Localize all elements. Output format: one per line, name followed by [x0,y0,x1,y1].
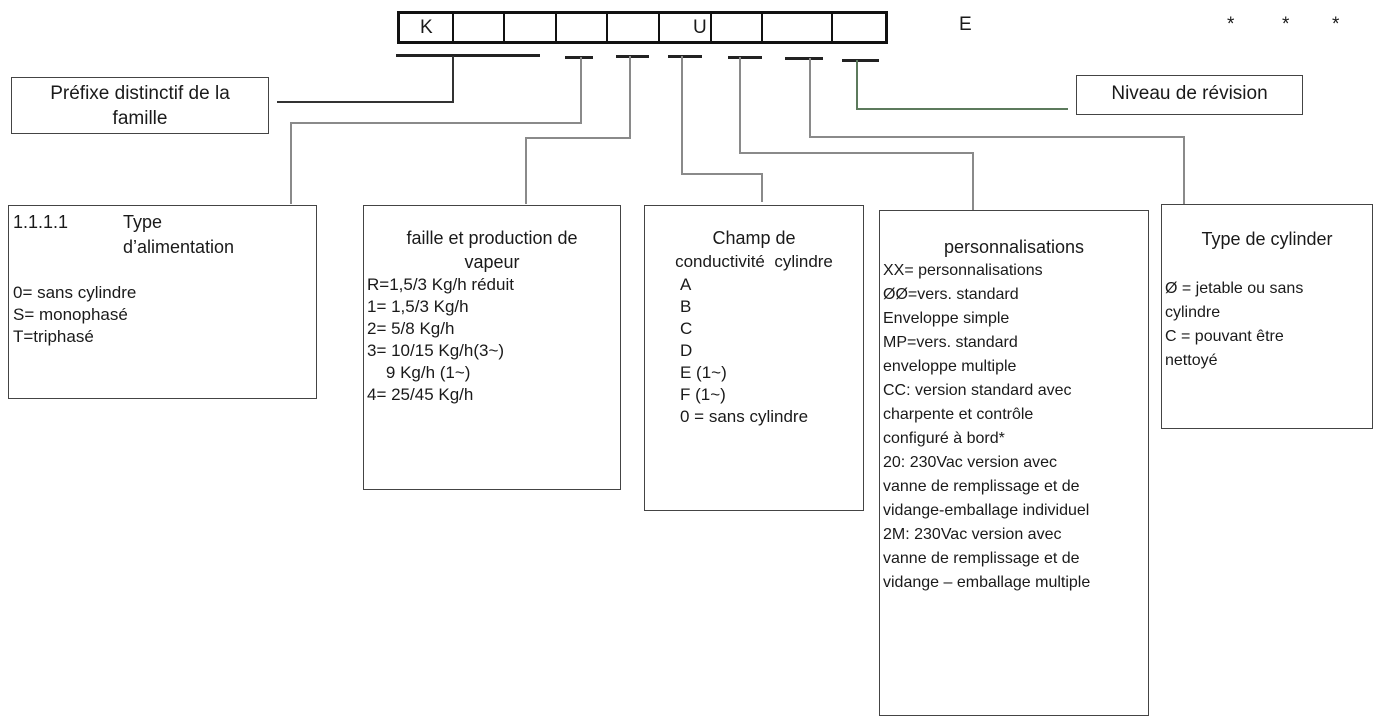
vapeur-item-4: 9 Kg/h (1~) [367,363,471,382]
pers-item-9: vanne de remplissage et de [883,478,1080,495]
pers-item-8: 20: 230Vac version avec [883,454,1058,471]
alimentation-title-1: Type [123,212,163,232]
pers-item-0: XX= personnalisations [883,262,1043,279]
vapeur-item-5: 4= 25/45 Kg/h [367,385,474,404]
box-champ-conductivite [644,205,864,511]
pers-item-2: Enveloppe simple [883,310,1010,327]
connector-prefix-v [452,56,454,103]
code-cell-7 [712,14,763,41]
vapeur-item-2: 2= 5/8 Kg/h [367,319,455,338]
cond-item-B: B [680,297,692,316]
bar-personnalisations [728,56,762,59]
vapeur-item-1: 1= 1,5/3 Kg/h [367,297,469,316]
cond-item-A: A [680,275,692,294]
vapeur-item-0: R=1,5/3 Kg/h réduit [367,275,514,294]
code-cell-2 [454,14,505,41]
connector-prefix-h [277,101,454,103]
pers-item-4: enveloppe multiple [883,358,1017,375]
alimentation-item-2: T=triphasé [13,327,94,346]
suffix-letter: E [959,14,972,35]
bar-conductivite [668,55,702,58]
connector-vapeur-h [526,137,631,139]
code-cell-1: K [400,14,454,41]
pers-title: personnalisations [943,237,1085,257]
cyl-title: Type de cylinder [1201,229,1333,249]
alimentation-item-1: S= monophasé [13,305,128,324]
code-cell-8 [763,14,833,41]
cond-item-C: C [680,319,693,338]
connector-cyl-v1 [809,58,811,138]
connector-pers-h [739,152,974,154]
box-type-alimentation [8,205,317,399]
cond-item-0: 0 = sans cylindre [680,407,809,426]
alimentation-title-2: d’alimentation [123,237,235,257]
connector-cyl-v2 [1183,136,1185,204]
cond-title-2: conductivité cylindre [675,252,833,271]
box-personnalisations [879,210,1149,716]
connector-cond-v2 [761,173,763,202]
revision-label-box [1076,75,1303,115]
pers-item-5: CC: version standard avec [883,382,1072,399]
connector-alim-h [290,122,582,124]
cond-title-1: Champ de [712,228,796,248]
cyl-item-1: cylindre [1165,304,1221,321]
asterisk-3: * [1332,14,1340,35]
connector-rev-v [856,60,858,110]
cyl-item-2: C = pouvant être [1165,328,1284,345]
asterisk-1: * [1227,14,1235,35]
pers-item-11: 2M: 230Vac version avec [883,526,1062,543]
pers-item-1: ØØ=vers. standard [883,286,1019,303]
pers-item-10: vidange-emballage individuel [883,502,1090,519]
connector-alim-v2 [290,122,292,204]
pers-item-6: charpente et contrôle [883,406,1034,423]
pers-item-3: MP=vers. standard [883,334,1018,351]
bar-vapeur [616,55,649,58]
pers-item-12: vanne de remplissage et de [883,550,1080,567]
section-number: 1.1.1.1 [13,212,69,232]
connector-cond-v1 [681,56,683,175]
model-code-strip [397,11,888,44]
connector-cond-h [681,173,762,175]
prefix-label-box [11,77,269,134]
revision-label: Niveau de révision [1111,83,1268,104]
pers-item-7: configuré à bord* [883,430,1005,447]
cyl-item-3: nettoyé [1165,352,1218,369]
cond-item-E: E (1~) [680,363,727,382]
cond-item-D: D [680,341,693,360]
connector-pers-v2 [972,152,974,210]
bar-prefix [396,54,540,57]
prefix-label-line-2: famille [112,108,168,129]
box-production-vapeur [363,205,621,490]
pers-item-13: vidange – emballage multiple [883,574,1091,591]
asterisk-2: * [1282,14,1290,35]
connector-pers-v1 [739,57,741,154]
cyl-item-0: Ø = jetable ou sans [1165,280,1304,297]
connector-rev-h [856,108,1068,110]
vapeur-item-3: 3= 10/15 Kg/h(3~) [367,341,505,360]
connector-vapeur-v1 [629,56,631,139]
code-cell-9 [833,14,880,41]
connector-cyl-h [809,136,1185,138]
bar-revision [842,59,879,62]
code-cell-6: U [660,14,712,41]
box-type-cylinder [1161,204,1373,429]
code-cell-5 [608,14,660,41]
prefix-label-line-1: Préfixe distinctif de la [50,83,230,104]
code-cell-3 [505,14,557,41]
bar-cylinder [785,57,823,60]
bar-alimentation [565,56,593,59]
alimentation-item-0: 0= sans cylindre [13,283,137,302]
cond-item-F: F (1~) [680,385,726,404]
connector-vapeur-v2 [525,137,527,204]
vapeur-title-2: vapeur [464,252,520,272]
vapeur-title-1: faille et production de [406,228,578,248]
code-cell-4 [557,14,608,41]
connector-alim-v1 [580,57,582,124]
